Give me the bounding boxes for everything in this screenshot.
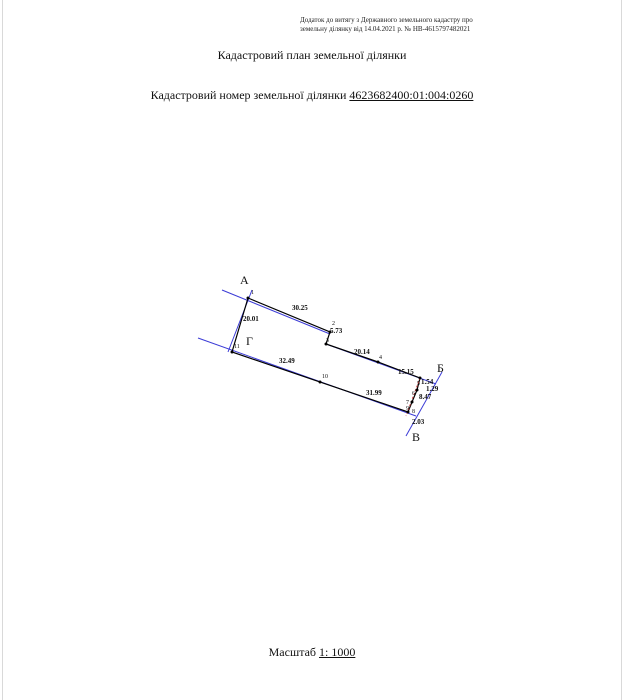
dimension-7-8: 8.47 [419,393,432,401]
corner-label-a: А [240,273,249,287]
cadastral-number-label: Кадастровий номер земельної ділянки [150,88,347,102]
parcel-boundary [232,298,420,412]
scale-label: Масштаб [268,645,317,659]
boundary-point-1 [247,297,250,300]
point-number-11: 11 [234,344,240,350]
boundary-point-10 [319,381,322,384]
scale-line [0,645,624,660]
neighbour-line-top-left [222,290,330,334]
dimension-11-1: 20.01 [243,315,259,323]
dimension-4-5: 15.15 [398,368,414,376]
point-number-3: 3 [326,338,329,344]
point-number-8: 8 [412,409,415,415]
point-number-4: 4 [379,355,382,361]
point-number-1: 1 [251,290,254,296]
point-number-6: 6 [412,391,415,397]
point-number-7: 7 [406,400,409,406]
corner-label-b: Б [437,361,444,375]
dimension-9-10: 31.99 [366,389,382,397]
point-number-9: 9 [406,406,409,412]
point-number-10: 10 [322,374,328,380]
boundary-point-7 [411,401,414,404]
dimension-1-2: 30.25 [292,304,308,312]
boundary-point-11 [231,351,234,354]
point-number-2: 2 [332,321,335,327]
dimension-2-3: 5.73 [330,327,343,335]
dimension-5-6: 1.54 [421,378,434,386]
dimension-3-4: 20.14 [354,348,370,356]
corner-label-g: Г [246,334,253,348]
page-title: Кадастровий план земельної ділянки [217,48,407,62]
appendix-note-line2: земельну ділянку від 14.04.2021 р. № НВ-4615797482021 [300,25,471,33]
corner-label-v: В [412,430,421,444]
cadastral-number-value: 4623682400:01:004:0260 [349,88,474,102]
boundary-point-6 [416,389,419,392]
point-number-5: 5 [417,381,420,387]
dimension-10-11: 32.49 [279,357,295,365]
dimension-8-9: 2.03 [412,418,425,426]
dimension-6-7: 1.29 [426,385,439,393]
appendix-note-line1: Додаток до витягу з Державного земельного кадастру про [300,16,473,24]
scale-value: 1: 1000 [319,645,356,659]
